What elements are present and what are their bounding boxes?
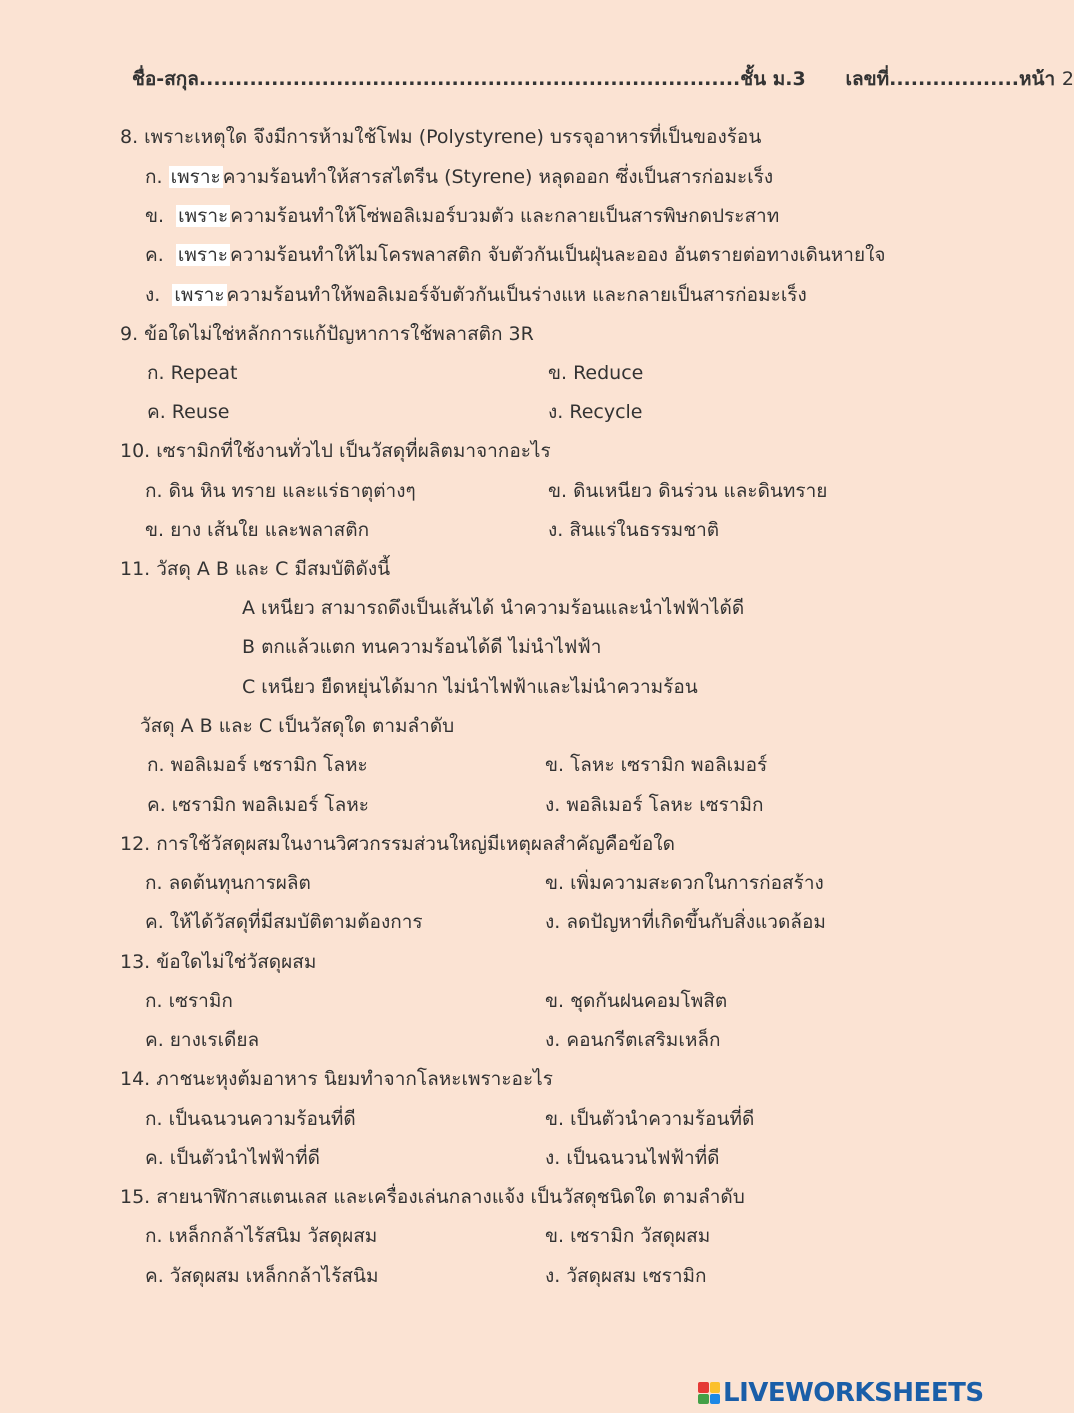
question-13: 13. ข้อใดไม่ใช่วัสดุผสม — [120, 951, 317, 973]
q11-option-c[interactable]: ค. เซรามิก พอลิเมอร์ โลหะ — [147, 794, 369, 816]
option-text: ความร้อนทำให้โซ่พอลิเมอร์บวมตัว และกลายเป็นสารพิษกดประสาท — [230, 205, 780, 227]
grade-label: ชั้น ม.3 — [740, 68, 806, 90]
q12-option-d[interactable]: ง. ลดปัญหาที่เกิดขึ้นกับสิ่งแวดล้อม — [545, 911, 826, 933]
q9-option-b[interactable]: ข. Reduce — [548, 362, 644, 384]
q9-option-a[interactable]: ก. Repeat — [147, 362, 238, 384]
option-prefix: ค. — [145, 244, 164, 266]
option-text: ความร้อนทำให้ไมโครพลาสติก จับตัวกันเป็นฝุ่นละออง อันตรายต่อทางเดินหายใจ — [229, 244, 886, 266]
question-11: 11. วัสดุ A B และ C มีสมบัติดังนี้ — [120, 558, 391, 580]
option-prefix: ก. — [145, 166, 163, 188]
q10-option-c[interactable]: ข. ยาง เส้นใย และพลาสติก — [145, 519, 370, 541]
q14-option-b[interactable]: ข. เป็นตัวนำความร้อนที่ดี — [545, 1108, 755, 1130]
q13-option-c[interactable]: ค. ยางเรเดียล — [145, 1029, 260, 1051]
question-12: 12. การใช้วัสดุผสมในงานวิศวกรรมส่วนใหญ่มีเหตุผลสำคัญคือข้อใด — [120, 833, 675, 855]
q8-option-b[interactable] — [145, 201, 779, 231]
q15-option-d[interactable]: ง. วัสดุผสม เซรามิก — [545, 1265, 707, 1287]
option-text: ความร้อนทำให้สารสไตรีน (Styrene) หลุดออก ซึ่งเป็นสารก่อมะเร็ง — [222, 166, 774, 188]
name-field-label: ชื่อ-สกุล........................................................................... — [132, 68, 741, 90]
q15-option-c[interactable]: ค. วัสดุผสม เหล็กกล้าไร้สนิม — [145, 1265, 379, 1287]
q9-option-c[interactable]: ค. Reuse — [147, 401, 230, 423]
q12-option-c[interactable]: ค. ให้ได้วัสดุที่มีสมบัติตามต้องการ — [145, 911, 423, 933]
q13-option-d[interactable]: ง. คอนกรีตเสริมเหล็ก — [545, 1029, 721, 1051]
worksheet-header — [132, 64, 1074, 94]
q8-option-c[interactable] — [145, 240, 886, 270]
q8-option-d[interactable] — [145, 280, 807, 310]
question-9: 9. ข้อใดไม่ใช่หลักการแก้ปัญหาการใช้พลาสติก 3R — [120, 323, 534, 345]
q11-property-a: A เหนียว สามารถดึงเป็นเส้นได้ นำความร้อนและนำไฟฟ้าได้ดี — [242, 597, 745, 619]
q14-option-d[interactable]: ง. เป็นฉนวนไฟฟ้าที่ดี — [545, 1147, 720, 1169]
q15-option-a[interactable]: ก. เหล็กกล้าไร้สนิม วัสดุผสม — [145, 1225, 378, 1247]
answer-box[interactable]: เพราะ — [178, 205, 229, 227]
page-number: 2 — [1061, 68, 1074, 90]
q13-option-a[interactable]: ก. เซรามิก — [145, 990, 233, 1012]
q13-option-b[interactable]: ข. ชุดกันฝนคอมโพสิต — [545, 990, 728, 1012]
q14-option-c[interactable]: ค. เป็นตัวนำไฟฟ้าที่ดี — [145, 1147, 320, 1169]
option-text: ความร้อนทำให้พอลิเมอร์จับตัวกันเป็นร่างแห และกลายเป็นสารก่อมะเร็ง — [226, 284, 807, 306]
question-10: 10. เซรามิกที่ใช้งานทั่วไป เป็นวัสดุที่ผลิตมาจากอะไร — [120, 440, 551, 462]
q11-option-a[interactable]: ก. พอลิเมอร์ เซรามิก โลหะ — [147, 754, 368, 776]
q11-option-d[interactable]: ง. พอลิเมอร์ โลหะ เซรามิก — [545, 794, 764, 816]
page-label: หน้า — [1019, 68, 1056, 90]
question-8: 8. เพราะเหตุใด จึงมีการห้ามใช้โฟม (Polystyrene) บรรจุอาหารที่เป็นของร้อน — [120, 126, 762, 148]
q12-option-b[interactable]: ข. เพิ่มความสะดวกในการก่อสร้าง — [545, 872, 824, 894]
q9-option-d[interactable]: ง. Recycle — [548, 401, 643, 423]
number-field-label: เลขที่.................. — [845, 68, 1020, 90]
question-14: 14. ภาชนะหุงต้มอาหาร นิยมทำจากโลหะเพราะอะไร — [120, 1068, 553, 1090]
question-15: 15. สายนาฬิกาสแตนเลส และเครื่องเล่นกลางแจ้ง เป็นวัสดุชนิดใด ตามลำดับ — [120, 1186, 745, 1208]
option-prefix: ง. — [145, 284, 161, 306]
q8-option-a[interactable] — [145, 162, 773, 192]
q11-property-c: C เหนียว ยืดหยุ่นได้มาก ไม่นำไฟฟ้าและไม่นำความร้อน — [242, 676, 698, 698]
answer-box[interactable]: เพราะ — [174, 284, 225, 306]
q10-option-d[interactable]: ง. สินแร่ในธรรมชาติ — [548, 519, 720, 541]
logo-grid-icon — [698, 1382, 720, 1404]
q12-option-a[interactable]: ก. ลดต้นทุนการผลิต — [145, 872, 311, 894]
q11-property-b: B ตกแล้วแตก ทนความร้อนได้ดี ไม่นำไฟฟ้า — [242, 636, 602, 658]
logo-text: LIVEWORKSHEETS — [723, 1378, 984, 1408]
liveworksheets-logo — [698, 1378, 984, 1408]
option-prefix: ข. — [145, 205, 165, 227]
q10-option-b[interactable]: ข. ดินเหนียว ดินร่วน และดินทราย — [548, 480, 828, 502]
q11-subquestion: วัสดุ A B และ C เป็นวัสดุใด ตามลำดับ — [140, 715, 455, 737]
answer-box[interactable]: เพราะ — [170, 166, 221, 188]
q14-option-a[interactable]: ก. เป็นฉนวนความร้อนที่ดี — [145, 1108, 356, 1130]
answer-box[interactable]: เพราะ — [177, 244, 228, 266]
q11-option-b[interactable]: ข. โลหะ เซรามิก พอลิเมอร์ — [545, 754, 768, 776]
q15-option-b[interactable]: ข. เซรามิก วัสดุผสม — [545, 1225, 711, 1247]
q10-option-a[interactable]: ก. ดิน หิน ทราย และแร่ธาตุต่างๆ — [145, 480, 416, 502]
